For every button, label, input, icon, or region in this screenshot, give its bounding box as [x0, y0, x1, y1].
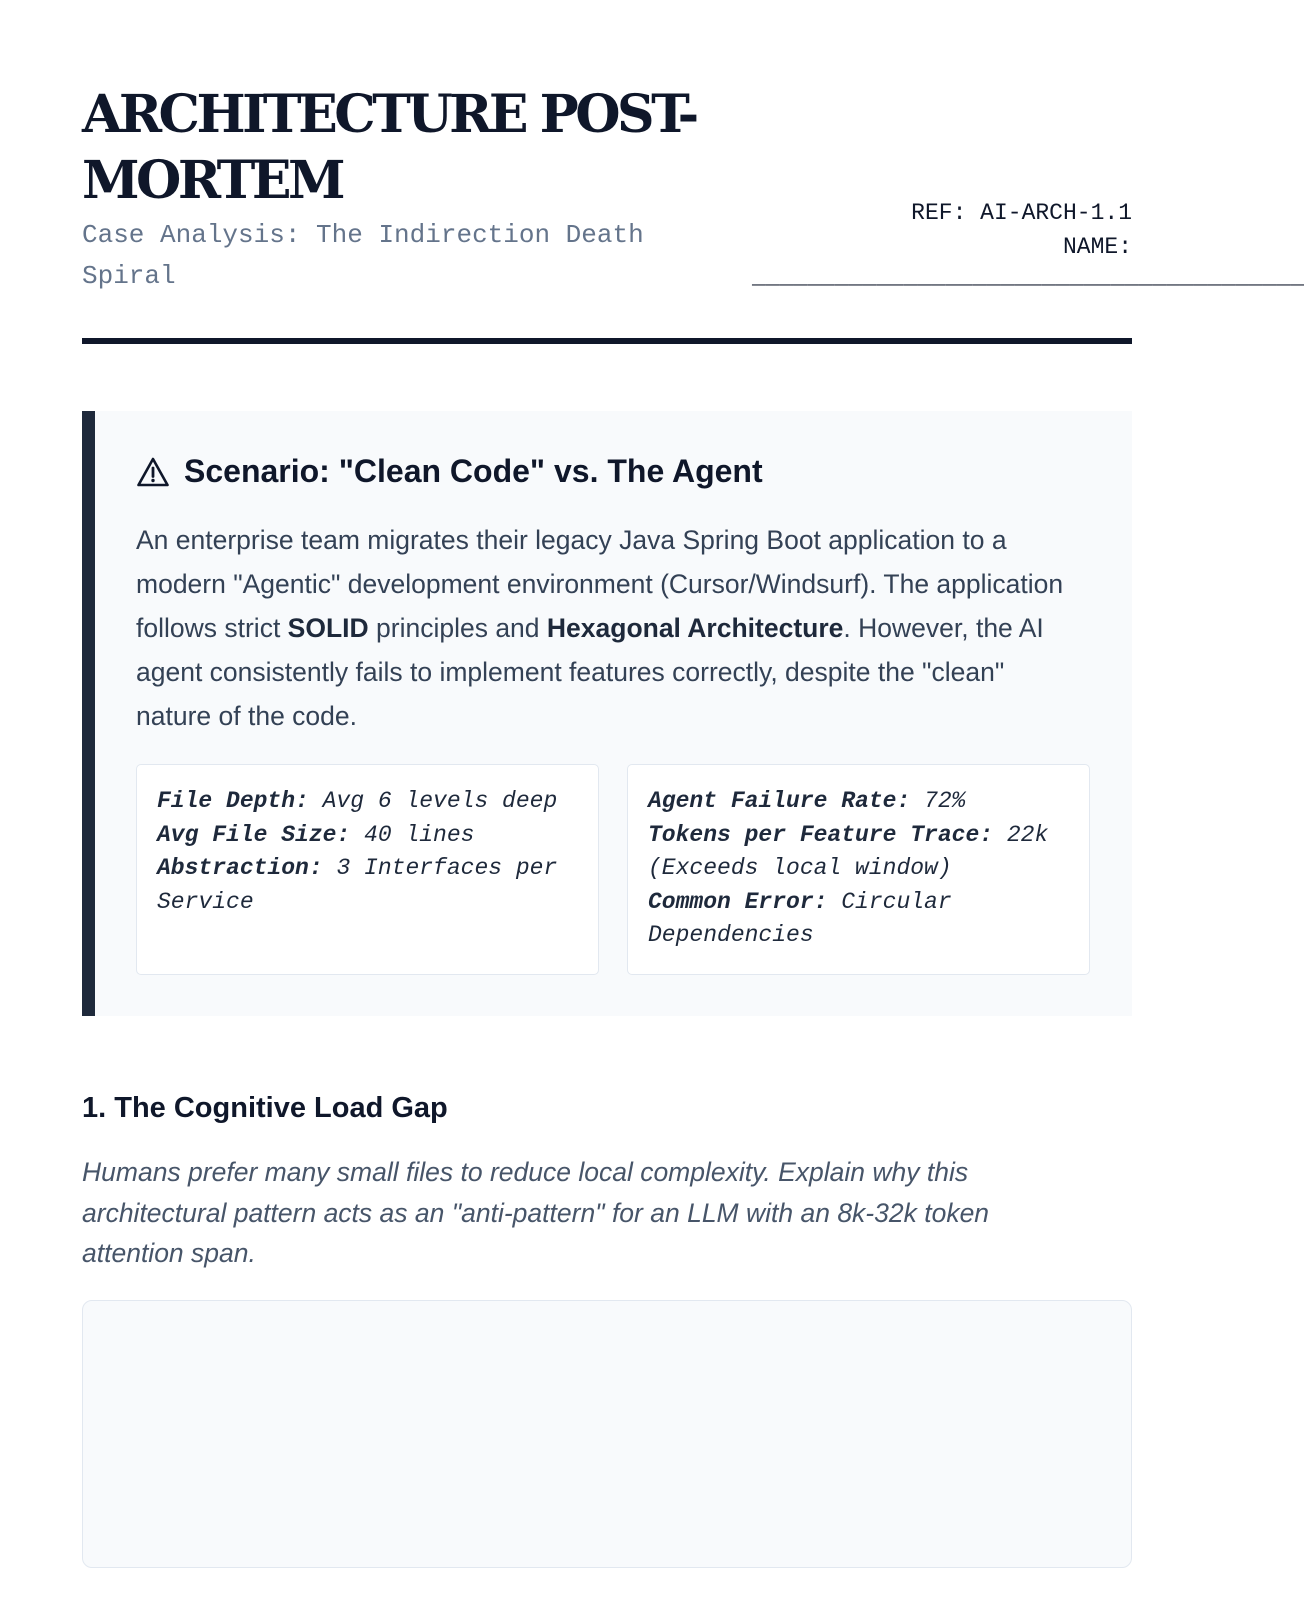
scenario-heading [136, 453, 763, 490]
stat-value: 22k (Exceeds local window) [648, 821, 1049, 881]
name-label: NAME: [1062, 234, 1132, 260]
page-subtitle: Case Analysis: The Indirection Death Spiral [82, 220, 644, 291]
reference-code: REF: AI-ARCH-1.1 [911, 200, 1132, 226]
codebase-stats-box [136, 764, 599, 975]
stat-value: Circular Dependencies [648, 888, 952, 948]
stat-value: 72% [910, 788, 966, 814]
scenario-text-part: principles and [368, 613, 547, 643]
stat-value: 40 lines [350, 821, 475, 848]
question-title: 1. The Cognitive Load Gap [82, 1092, 448, 1124]
question-prompt: Humans prefer many small files to reduce local complexity. Explain why this architectural pattern acts as an "anti-pattern" for an LLM with an 8k-32k token attention span. [82, 1157, 990, 1268]
stat-line [157, 785, 578, 819]
scenario-callout [82, 411, 1132, 1016]
stat-label: File Depth: [157, 788, 309, 814]
stat-value: 3 Interfaces per Service [157, 855, 558, 915]
page-title: ARCHITECTURE POST-MORTEM [82, 84, 696, 211]
stat-line [648, 785, 1069, 819]
scenario-text-part: . However, the AI agent consistently fails to implement features correctly, despite the "clean" nature of the code. [136, 613, 1044, 731]
question-1 [82, 1090, 1132, 1274]
name-blank-line[interactable]: ________________________________________ [752, 264, 1304, 290]
answer-input-area[interactable] [82, 1300, 1132, 1568]
header-divider [82, 338, 1132, 344]
agent-stats-box [627, 764, 1090, 975]
stat-label: Common Error: [648, 888, 828, 915]
stat-label: Abstraction: [157, 855, 323, 881]
worksheet-meta [752, 196, 1304, 290]
scenario-text-part: An enterprise team migrates their legacy Java Spring Boot application to a modern "Agentic" development environment (Cursor/Windsurf). The application follows strict [136, 525, 1064, 643]
scenario-emphasis-solid: SOLID [287, 613, 369, 643]
stat-label: Agent Failure Rate: [648, 788, 911, 814]
stat-label: Tokens per Feature Trace: [648, 821, 994, 848]
warning-triangle-icon [136, 456, 170, 488]
stat-label: Avg File Size: [157, 821, 351, 848]
scenario-title: Scenario: "Clean Code" vs. The Agent [184, 453, 763, 489]
worksheet-header [82, 82, 1304, 340]
scenario-description [136, 518, 1086, 738]
stat-value: Avg 6 levels deep [308, 788, 558, 814]
stat-line [157, 819, 578, 853]
stat-line [648, 886, 1069, 953]
scenario-emphasis-hexagonal: Hexagonal Architecture [546, 613, 844, 643]
stat-line [157, 852, 578, 919]
stat-line [648, 819, 1069, 886]
